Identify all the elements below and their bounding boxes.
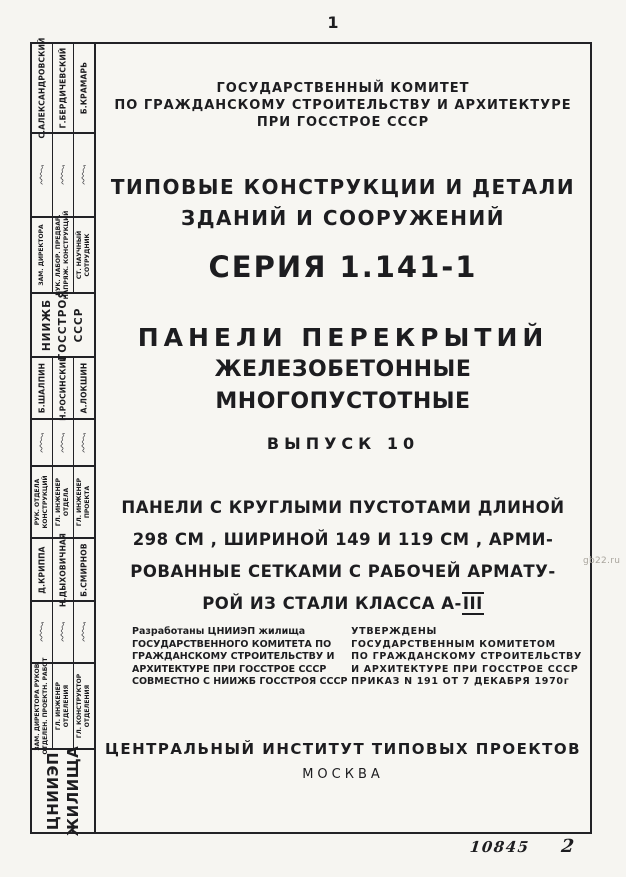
developed-approved-columns	[96, 626, 590, 689]
org-name: ЦНИИЭП ЖИЛИЩА	[44, 745, 82, 837]
publishing-city: МОСКВА	[302, 767, 384, 782]
signature-cell	[52, 602, 73, 662]
publishing-institute: ЦЕНТРАЛЬНЫЙ ИНСТИТУТ ТИПОВЫХ ПРОЕКТОВ	[104, 740, 582, 758]
person-name: Н.РОСИНСКИЙ	[58, 355, 68, 421]
stamp-titles-row-1	[32, 210, 94, 299]
inventory-number: 10845	[469, 838, 531, 856]
stamp-title-cell	[32, 218, 52, 292]
stamp-name-cell	[73, 358, 94, 418]
person-title: ЗАМ. ДИРЕКТОРА	[38, 224, 45, 286]
stamp-name-cell	[73, 539, 94, 599]
person-title: РУК. ЛАБОР. ПРЕДВАР. НАПРЯЖ. КОНСТРУКЦИЙ	[55, 210, 70, 299]
person-name: А.ЛОКШИН	[79, 362, 89, 414]
issuing-committee-header: ГОСУДАРСТВЕННЫЙ КОМИТЕТ ПО ГРАЖДАНСКОМУ СТРОИТЕЛЬСТВУ И АРХИТЕКТУРЕ ПРИ ГОССТРОЕ СССР	[114, 81, 572, 130]
series-number: СЕРИЯ 1.141-1	[208, 250, 478, 284]
person-name: Б.СМИРНОВ	[79, 542, 89, 597]
person-title: ГЛ. ИНЖЕНЕР ОТДЕЛА	[55, 478, 70, 527]
person-title: ГЛ. КОНСТРУКТОР ОТДЕЛЕНИЯ	[76, 674, 91, 739]
stamp-title-cell	[52, 664, 73, 748]
org-name: НИИЖБ ГОССТРОЯ СССР	[41, 289, 85, 361]
document-title: ТИПОВЫЕ КОНСТРУКЦИИ И ДЕТАЛИ ЗДАНИЙ И СООРУЖЕНИЙ	[110, 175, 576, 230]
approval-stamp-sidebar	[32, 37, 96, 837]
signature-cell	[73, 420, 94, 465]
signature-scribble	[52, 620, 73, 643]
handwritten-page-number: 2	[560, 836, 575, 857]
signature-scribble	[53, 431, 73, 454]
person-title: РУК. ОТДЕЛА КОНСТРУКЦИЙ	[34, 475, 49, 529]
stamp-names-row-1	[32, 37, 94, 139]
stamp-name-cell	[52, 532, 73, 607]
stamp-signatures-row-2	[32, 420, 94, 467]
stamp-name-cell	[52, 355, 73, 421]
stamp-names-row-2	[32, 355, 94, 421]
stamp-titles-row-2	[32, 467, 94, 539]
stamp-title-cell	[73, 467, 94, 537]
developed-by-block: Разработаны ЦНИИЭП жилища ГОСУДАРСТВЕННОГО КОМИТЕТА ПО ГРАЖДАНСКОМУ СТРОИТЕЛЬСТВУ И АРХИТЕКТУРЕ ПРИ ГОССТРОЕ СССР СОВМЕСТНО С НИИЖБ ГОССТРОЯ СССР	[132, 626, 348, 687]
signature-cell	[32, 420, 52, 465]
stamp-titles-row-3	[32, 657, 94, 755]
signature-cell	[73, 134, 94, 216]
person-name: Д.КРИППА	[37, 545, 47, 594]
person-name: Г.БЕРДИЧЕВСКИЙ	[58, 47, 68, 129]
handwritten-inventory-number	[469, 836, 601, 857]
stamp-title-cell	[73, 218, 94, 292]
signature-cell	[32, 602, 52, 662]
stamp-org-niizb	[32, 289, 94, 361]
stamp-title-cell	[32, 467, 52, 537]
signature-scribble	[74, 431, 94, 454]
signature-cell	[52, 420, 73, 465]
panel-specification: ПАНЕЛИ С КРУГЛЫМИ ПУСТОТАМИ ДЛИНОЙ 298 СМ , ШИРИНОЙ 149 И 119 СМ , АРМИ- РОВАННЫЕ СЕТКАМИ С РАБОЧЕЙ АРМАТУ- РОЙ ИЗ СТАЛИ КЛАССА А-III	[121, 498, 565, 613]
stamp-names-row-3	[32, 532, 94, 607]
signature-scribble	[32, 163, 52, 187]
stamp-name-cell	[73, 44, 94, 132]
signature-scribble	[73, 163, 94, 187]
stamp-name-cell	[52, 44, 73, 132]
document-frame	[30, 37, 592, 837]
person-name: Н.ДЫХОВИЧНАЯ	[58, 532, 68, 607]
signature-scribble	[73, 620, 94, 643]
approved-by-block: УТВЕРЖДЕНЫ ГОСУДАРСТВЕННЫМ КОМИТЕТОМ ПО ГРАЖДАНСКОМУ СТРОИТЕЛЬСТВУ И АРХИТЕКТУРЕ ПРИ ГОССТРОЕ СССР ПРИКАЗ N 191 ОТ 7 ДЕКАБРЯ 1970г	[351, 626, 582, 687]
stamp-name-cell	[32, 358, 52, 418]
document-content	[96, 44, 590, 832]
signature-cell	[73, 602, 94, 662]
person-title: ГЛ. ИНЖЕНЕР ПРОЕКТА	[76, 478, 91, 527]
stamp-title-cell	[73, 664, 94, 748]
issue-number: ВЫПУСК 10	[266, 434, 420, 453]
signature-scribble	[52, 163, 73, 187]
person-title: ЗАМ. ДИРЕКТОРА РУКОВ. ОТДЕЛЕН. ПРОЕКТН. РАБОТ	[34, 657, 49, 755]
stamp-org-tsniiep	[32, 745, 94, 837]
stamp-signatures-row-1	[32, 134, 94, 218]
page-number-top: 1	[327, 13, 339, 32]
signature-cell	[32, 134, 52, 216]
steel-class-mark: III	[462, 594, 483, 613]
stamp-name-cell	[32, 539, 52, 599]
person-name: Б.КРАМАРЬ	[79, 61, 89, 114]
stamp-signatures-row-3	[32, 602, 94, 664]
person-name: Б.ШАЛПИН	[37, 363, 47, 414]
person-title: ГЛ. ИНЖЕНЕР ОТДЕЛЕНИЯ	[55, 682, 70, 731]
person-name: С.АЛЕКСАНДРОВСКИЙ	[37, 37, 47, 139]
signature-cell	[52, 134, 73, 216]
stamp-title-cell	[32, 657, 52, 755]
person-title: СТ. НАУЧНЫЙ СОТРУДНИК	[76, 230, 91, 279]
scan-watermark: gb22.ru	[583, 556, 621, 566]
stamp-name-cell	[32, 37, 52, 139]
signature-scribble	[32, 620, 52, 643]
stamp-title-cell	[52, 467, 73, 537]
stamp-title-cell	[52, 210, 73, 299]
subject-title: ПАНЕЛИ ПЕРЕКРЫТИЙ ЖЕЛЕЗОБЕТОННЫЕ МНОГОПУСТОТНЫЕ	[137, 323, 549, 414]
signature-scribble	[32, 431, 52, 454]
